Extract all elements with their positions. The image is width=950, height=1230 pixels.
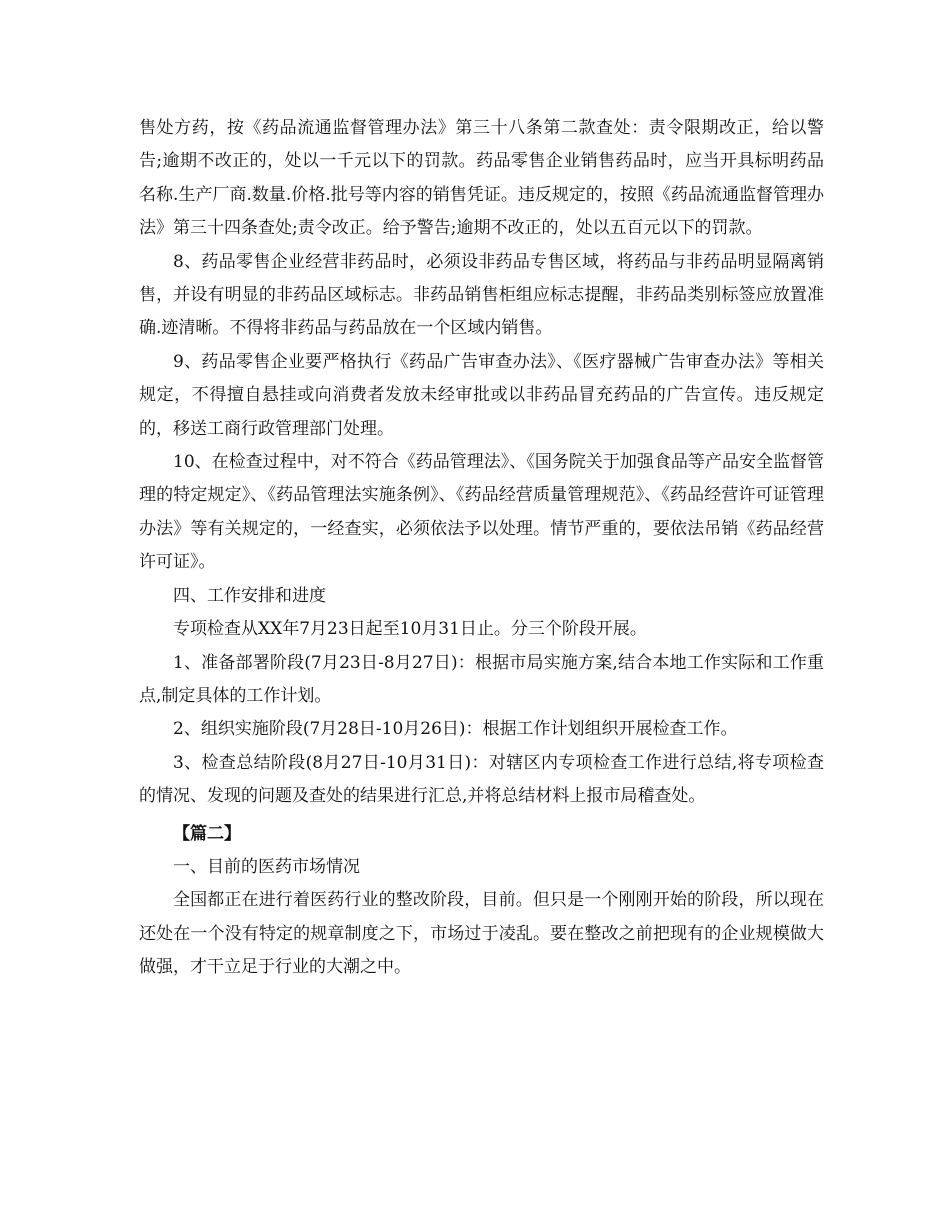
paragraph-continuation: 售处方药，按《药品流通监督管理办法》第三十八条第二款查处：责令限期改正，给以警告;逾期不改正的，处以一千元以下的罚款。药品零售企业销售药品时，应当开具标明药品名称.生产厂商.数量.价格.批号等内容的销售凭证。违反规定的，按照《药品流通监督管理办法》第三十四条查处;责令改正。给予警告;逾期不改正的，处以五百元以下的罚款。: [139, 118, 824, 239]
paragraph-item-8: 8、药品零售企业经营非药品时，必须设非药品专售区域，将药品与非药品明显隔离销售，并设有明显的非药品区域标志。非药品销售柜组应标志提醒，非药品类别标签应放置准确.迹清晰。不得将非药品与药品放在一个区域内销售。: [139, 251, 824, 339]
paragraph-item-10: 10、在检查过程中，对不符合《药品管理法》、《国务院关于加强食品等产品安全监督管理的特定规定》、《药品管理法实施条例》、《药品经营质量管理规范》、《药品经营许可证管理办法》等有关规定的，一经查实，必须依法予以处理。情节严重的，要依法吊销《药品经营许可证》。: [139, 452, 824, 573]
section-heading-market-situation: 一、目前的医药市场情况: [173, 856, 360, 877]
part-two-heading: 【篇二】: [173, 823, 241, 844]
paragraph-schedule-intro: 专项检查从XX年7月23日起至10月31日止。分三个阶段开展。: [173, 619, 647, 640]
paragraph-stage-1: 1、准备部署阶段(7月23日-8月27日)：根据市局实施方案,结合本地工作实际和工作重点,制定具体的工作计划。: [139, 652, 824, 706]
paragraph-stage-3: 3、检查总结阶段(8月27日-10月31日)：对辖区内专项检查工作进行总结,将专项检查的情况、发现的问题及查处的结果进行汇总,并将总结材料上报市局稽查处。: [139, 752, 824, 807]
paragraph-stage-2: 2、组织实施阶段(7月28日-10月26日)：根据工作计划组织开展检查工作。: [173, 719, 738, 740]
document-body: [139, 112, 824, 985]
section-heading-work-arrangement: 四、工作安排和进度: [173, 585, 326, 606]
paragraph-item-9: 9、药品零售企业要严格执行《药品广告审查办法》、《医疗器械广告审查办法》等相关规定，不得擅自悬挂或向消费者发放未经审批或以非药品冒充药品的广告宣传。违反规定的，移送工商行政管理部门处理。: [139, 351, 824, 439]
paragraph-market-description: 全国都正在进行着医药行业的整改阶段，目前。但只是一个刚刚开始的阶段，所以现在还处在一个没有特定的规章制度之下，市场过于凌乱。要在整改之前把现有的企业规模做大做强，才干立足于行业的大潮之中。: [139, 890, 824, 978]
